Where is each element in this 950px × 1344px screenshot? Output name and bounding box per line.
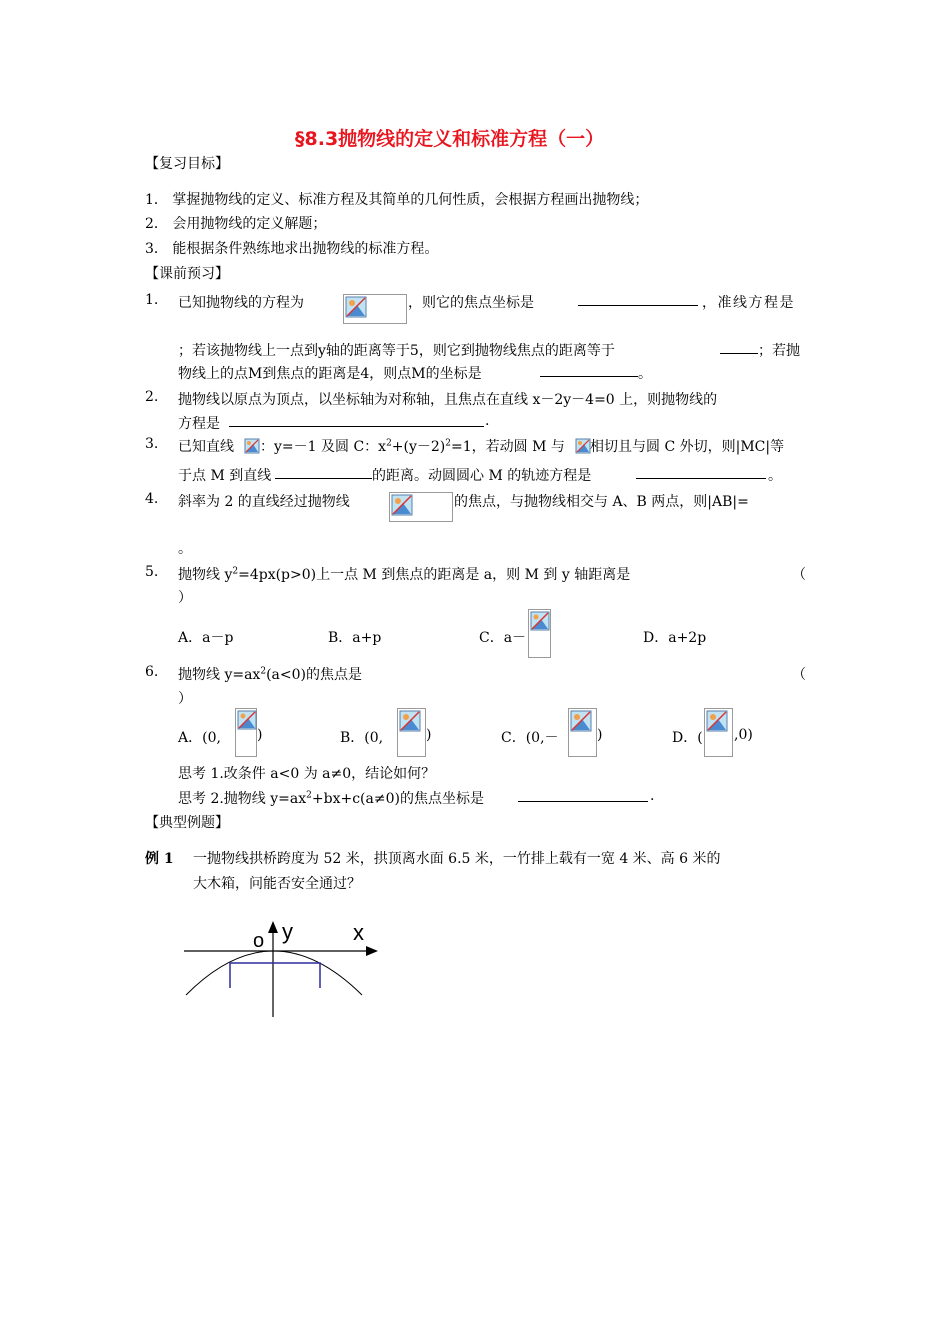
section-preview-heading: 【课前预习】 [145,266,229,282]
q1-text-c: ，准线方程是 [702,295,795,311]
answer-blank[interactable] [518,788,648,802]
broken-image-icon [706,710,728,732]
formula-image-placeholder [243,437,260,455]
broken-image-icon [244,438,260,454]
q1-text-e: ；若抛 [758,343,800,359]
box-outline [230,963,320,988]
q6-paren-open: （ [792,667,806,683]
formula-image-placeholder [397,708,426,757]
superscript: 2 [445,438,452,449]
answer-blank[interactable] [578,292,698,306]
broken-image-icon [391,494,413,516]
review-item-3: 3． 能根据条件熟练地求出抛物线的标准方程。 [145,241,439,257]
formula-image-placeholder [343,294,407,324]
q5-option-b[interactable]: B．a+p [328,630,382,646]
broken-image-icon [575,438,591,454]
answer-blank[interactable] [275,465,372,479]
q5-option-c[interactable]: C．a－ [479,630,527,646]
q1-text-d: ；若该抛物线上一点到y轴的距离等于5，则它到抛物线焦点的距离等于 [178,343,615,359]
q5-number: 5. [145,564,159,580]
answer-blank[interactable] [720,340,758,354]
formula-image-placeholder [574,437,591,455]
q1-text-g: 。 [638,366,652,382]
q3-text-f: 于点 M 到直线 [178,468,272,484]
q1-number: 1. [145,292,159,308]
broken-image-icon [399,710,421,732]
section-examples-heading: 【典型例题】 [145,815,229,831]
q3-text-a: 已知直线 [178,439,234,455]
review-item-1: 1． 掌握抛物线的定义、标准方程及其简单的几何性质，会根据方程画出抛物线； [145,192,649,208]
q2-text-a: 抛物线以原点为顶点，以坐标轴为对称轴，且焦点在直线 x－2y－4=0 上，则抛物线的 [178,392,718,408]
formula-image-placeholder [704,708,733,757]
superscript: 2 [306,790,312,801]
q6-option-c[interactable]: C．(0,－ [501,730,559,746]
q3-text-h: 。 [768,468,782,484]
q3-text-b: ：y=－1 及圆 C：$x^2+(y-2)^2=1$，若动圆 M 与 [260,438,565,455]
q6-number: 6. [145,664,159,680]
q2-text-b: 方程是 [178,416,220,432]
q6-text: 抛物线 $y=ax^2(a<0)$的焦点是 [178,666,362,683]
q5-paren-close: ） [178,590,192,606]
example-1-text-b: 大木箱，问能否安全通过？ [193,876,361,892]
q6-option-b-close: ) [426,727,432,743]
example-1-label: 例 1 [145,851,174,867]
q2-text-c: . [485,413,490,429]
formula-image-placeholder [528,609,551,658]
q3-text-g: 的距离。动圆圆心 M 的轨迹方程是 [372,468,592,484]
superscript: 2 [386,438,392,449]
think-1: 思考 1.改条件 a<0 为 a≠0，结论如何？ [178,766,436,782]
q1-text-a: 已知抛物线的方程为 [178,295,304,311]
q6-paren-close: ） [178,691,192,707]
parabola-bridge-figure [180,915,390,1025]
q5-paren-open: （ [792,567,806,583]
answer-blank[interactable] [229,413,484,427]
answer-blank[interactable] [540,363,638,377]
parabola-arch [186,951,362,995]
y-axis-arrow [268,921,278,933]
q4-number: 4. [145,491,159,507]
superscript: 2 [232,566,239,577]
think-2-end: . [650,788,655,804]
broken-image-icon [570,710,592,732]
broken-image-icon [345,296,367,318]
broken-image-icon [530,611,550,631]
example-1-text-a: 一抛物线拱桥跨度为 52 米，拱顶离水面 6.5 米，一竹排上载有一宽 4 米、高 6 米的 [193,851,721,867]
formula-image-placeholder [568,708,597,757]
q4-text-a: 斜率为 2 的直线经过抛物线 [178,494,350,510]
q4-text-b: 的焦点，与抛物线相交与 A、B 两点，则|AB|= [454,494,749,510]
q6-option-a[interactable]: A．(0, [178,730,221,746]
section-review-heading: 【复习目标】 [145,156,229,172]
q4-text-c: 。 [178,541,192,557]
q6-option-b[interactable]: B．(0, [340,730,384,746]
q1-text-f: 物线上的点M到焦点的距离是4，则点M的坐标是 [178,366,482,382]
q1-text-b: ，则它的焦点坐标是 [408,295,534,311]
q2-number: 2. [145,389,159,405]
broken-image-icon [237,710,257,730]
formula-image-placeholder [235,708,257,757]
q5-text: 抛物线 $y^2=4px(p>0)$上一点 M 到焦点的距离是 a，则 M 到 y 轴距离是 [178,566,631,583]
q3-number: 3. [145,436,159,452]
page-title: §8.3抛物线的定义和标准方程（一） [295,128,605,150]
q5-option-a[interactable]: A．a－p [178,630,234,646]
q6-option-a-close: ) [257,727,263,743]
q5-option-d[interactable]: D．a+2p [643,630,707,646]
superscript: 2 [260,666,267,677]
answer-blank[interactable] [636,465,766,479]
y-axis-label: y [282,919,293,944]
q6-option-c-close: ) [597,727,603,743]
q6-option-d-tail: ,0) [734,727,753,743]
formula-image-placeholder [389,492,453,522]
x-axis-label: x [353,920,364,945]
q3-text-e: 相切且与圆 C 外切，则|MC|等 [590,439,785,455]
review-item-2: 2． 会用抛物线的定义解题； [145,216,327,232]
think-2: 思考 2.抛物线 $y=ax^2+bx+c(a\ne 0)$的焦点坐标是 [178,790,484,807]
q6-option-d[interactable]: D．( [672,730,703,746]
x-axis-arrow [366,946,378,956]
origin-label: o [253,930,265,952]
